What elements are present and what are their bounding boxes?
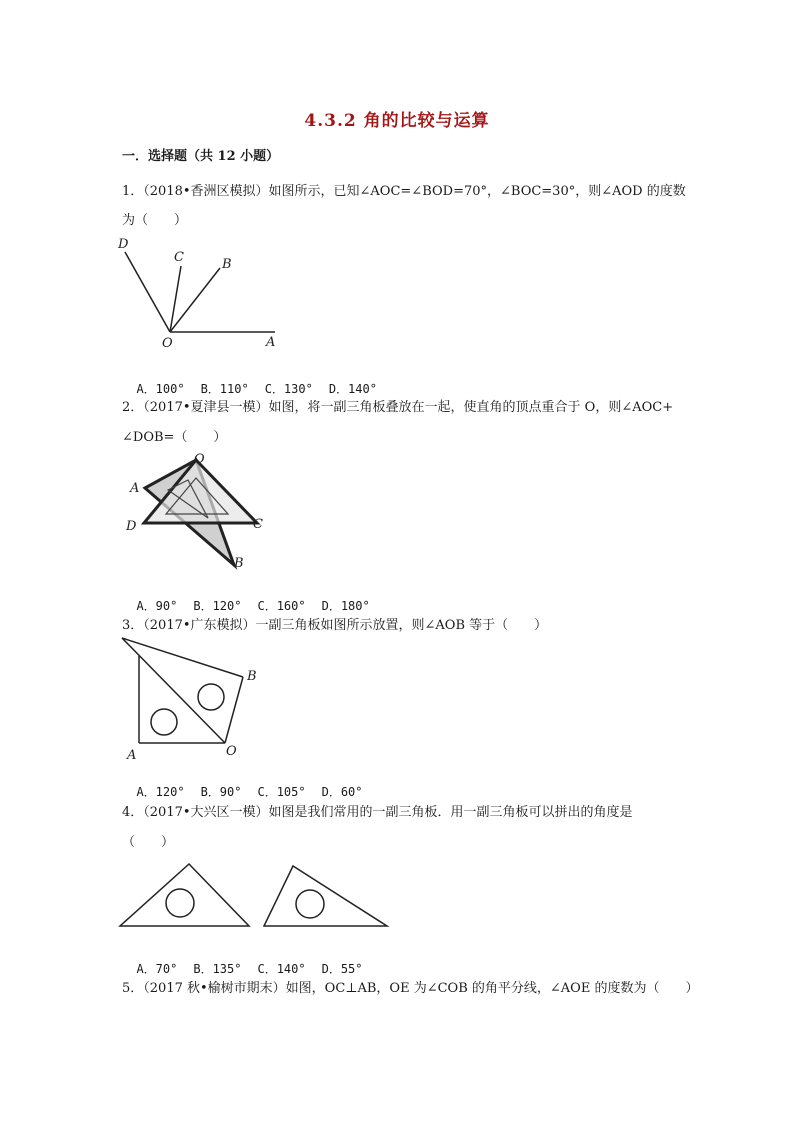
question-3-figure [110, 634, 270, 764]
question-2-line-1: 2．（2017•夏津县一模）如图，将一副三角板叠放在一起，使直角的顶点重合于 O，则∠AOC+ [122, 400, 674, 415]
option-c[interactable]: C．130° [264, 382, 313, 396]
ray-od [125, 252, 170, 332]
hole-upper [198, 684, 224, 710]
label-b: B [247, 669, 257, 684]
option-b[interactable]: B．90° [200, 785, 242, 799]
question-1-figure [110, 230, 290, 350]
option-a[interactable]: A．100° [136, 382, 185, 396]
hole-left [166, 889, 194, 917]
option-c[interactable]: C．140° [257, 962, 306, 976]
option-a[interactable]: A．70° [136, 962, 178, 976]
label-o: O [194, 452, 205, 467]
label-d: D [126, 519, 137, 534]
question-4-figure [118, 858, 398, 934]
option-c[interactable]: C．105° [257, 785, 306, 799]
shared-hypotenuse [122, 638, 225, 743]
question-4-line-2: （ ） [122, 835, 175, 850]
question-4-line-1: 4．（2017•大兴区一模）如图是我们常用的一副三角板．用一副三角板可以拼出的角度是 [122, 805, 633, 820]
question-2-figure [110, 448, 290, 573]
ray-ob [170, 268, 220, 332]
question-2-options [122, 583, 386, 614]
question-1-options [122, 366, 393, 397]
option-b[interactable]: B．110° [200, 382, 249, 396]
hole-right [296, 890, 324, 918]
question-1-line-2: 为（ ） [122, 213, 188, 228]
label-a: A [127, 748, 137, 763]
label-a: A [266, 335, 276, 350]
label-d: D [118, 237, 129, 252]
option-d[interactable]: D．140° [328, 382, 377, 396]
page-title: 4.3.2 角的比较与运算 [304, 111, 490, 131]
label-c: C [174, 250, 184, 265]
label-o: O [162, 336, 173, 350]
label-a: A [130, 481, 140, 496]
question-2-line-2: ∠DOB=（ ） [122, 430, 227, 445]
triangle-30-60 [264, 866, 387, 926]
edge-ob [225, 677, 243, 743]
question-3-line-1: 3．（2017•广东模拟）一副三角板如图所示放置，则∠AOB 等于（ ） [122, 618, 548, 633]
hole-lower [151, 709, 177, 735]
question-4-options [122, 946, 379, 977]
label-c: C [253, 517, 263, 532]
option-b[interactable]: B．135° [193, 962, 242, 976]
label-o: O [226, 744, 237, 759]
question-5-line-1: 5．（2017 秋•榆树市期末）如图，OC⊥AB，OE 为∠COB 的角平分线，∠AOE 的度数为（ ） [122, 981, 699, 996]
option-a[interactable]: A．90° [136, 599, 178, 613]
option-d[interactable]: D．60° [321, 785, 363, 799]
section-heading: 一．选择题（共 12 小题） [122, 149, 280, 164]
option-d[interactable]: D．55° [321, 962, 363, 976]
ray-oc [170, 266, 181, 332]
label-b: B [234, 556, 244, 571]
option-d[interactable]: D．180° [321, 599, 370, 613]
option-a[interactable]: A．120° [136, 785, 185, 799]
option-b[interactable]: B．120° [193, 599, 242, 613]
question-3-options [122, 769, 379, 800]
question-1-line-1: 1．（2018•香洲区模拟）如图所示，已知∠AOC=∠BOD=70°，∠BOC=30°，则∠AOD 的度数 [122, 184, 686, 199]
option-c[interactable]: C．160° [257, 599, 306, 613]
label-b: B [222, 257, 232, 272]
